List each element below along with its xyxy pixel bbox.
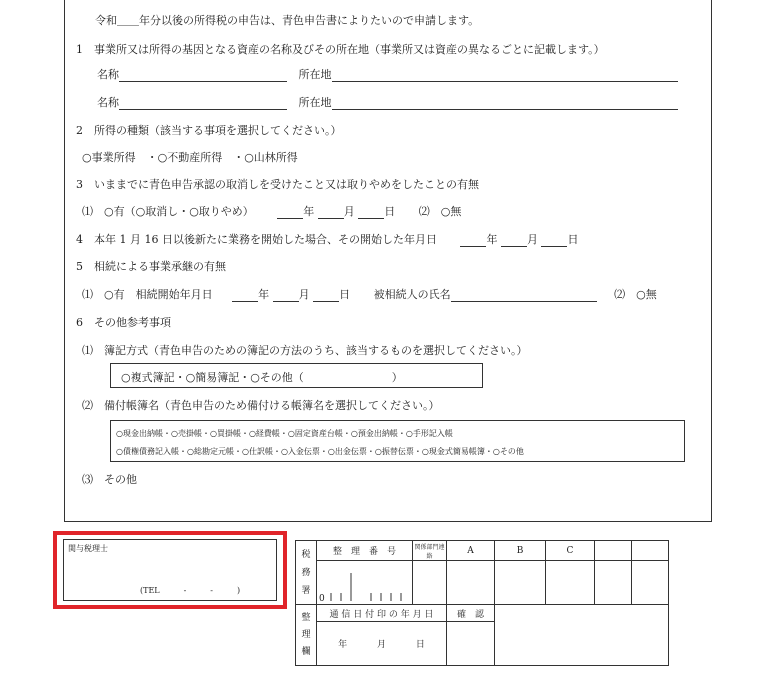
bookkeeping-label: ⑴ 簿記方式（青色申告のための簿記の方法のうち、該当するものを選択してください。）: [82, 344, 528, 357]
name-field-2[interactable]: [119, 97, 287, 110]
start-day-field[interactable]: [541, 234, 567, 247]
ledger-box: [110, 420, 685, 462]
tax-accountant-label: 関与税理士: [68, 544, 108, 553]
income-type-options[interactable]: ○事業所得 ・○不動産所得 ・○山林所得: [82, 151, 298, 164]
b-cell[interactable]: [495, 561, 546, 605]
month-field[interactable]: [318, 206, 344, 219]
kankei-header: 関係部門連 絡: [413, 541, 447, 561]
location-field-2[interactable]: [332, 97, 678, 110]
tel-field[interactable]: (TEL - - ): [140, 586, 241, 595]
location-field-1[interactable]: [332, 69, 678, 82]
date-stamp-cell[interactable]: 年 月 日: [317, 622, 447, 666]
inherit-day-field[interactable]: [313, 289, 339, 302]
seiri-number-cell[interactable]: 0: [317, 561, 413, 605]
year-field[interactable]: [277, 206, 303, 219]
ledger-label: ⑵ 備付帳簿名（青色申告のため備付ける帳簿名を選択してください。）: [82, 399, 440, 412]
seiri-header: 整 理 番 号: [317, 541, 413, 561]
d-cell[interactable]: [595, 561, 632, 605]
office-table: [295, 540, 669, 666]
section4-row: 4 本年 1 月 16 日以後新たに業務を開始した場合、その開始した年月日 年 月 日: [76, 233, 579, 246]
tsushin-header: 通 信 日 付 印 の 年 月 日: [317, 605, 447, 622]
name-row-1: 名称 所在地: [97, 66, 678, 82]
section5-title: 5 相続による事業承継の有無: [76, 260, 226, 273]
ledger-options-2[interactable]: ○債権債務記入帳・○総勘定元帳・○仕訳帳・○入金伝票・○出金伝票・○振替伝票・○現金式簡易帳簿・○その他: [116, 447, 524, 456]
section6-title: 6 その他参考事項: [76, 316, 171, 329]
e-cell[interactable]: [632, 561, 669, 605]
section3-title: 3 いままでに青色申告承認の取消しを受けたこと又は取りやめをしたことの有無: [76, 178, 479, 191]
section2-title: 2 所得の種類（該当する事項を選択してください。）: [76, 124, 342, 137]
inherit-year-field[interactable]: [232, 289, 258, 302]
ledger-options-1[interactable]: ○現金出納帳・○売掛帳・○買掛帳・○経費帳・○固定資産台帳・○預金出納帳・○手形記入帳: [116, 429, 453, 438]
col-e: [632, 541, 669, 561]
tax-accountant-box: [63, 539, 277, 601]
day-field[interactable]: [358, 206, 384, 219]
kankei-cell[interactable]: [413, 561, 447, 605]
seiri-ran-label: 整 理 欄: [296, 605, 317, 666]
bookkeeping-options[interactable]: ○複式簿記・○簡易簿記・○その他（ ）: [121, 371, 403, 384]
zeimusho-label: 税 務 署: [296, 541, 317, 605]
section5-row: ⑴ ○有 相続開始年月日 年 月 日 被相続人の氏名 ⑵ ○無: [82, 288, 657, 301]
name-field-1[interactable]: [119, 69, 287, 82]
name-row-2: 名称 所在地: [97, 94, 678, 110]
start-month-field[interactable]: [501, 234, 527, 247]
section3-row: ⑴ ○有（○取消し・○取りやめ） 年 月 日 ⑵ ○無: [82, 205, 462, 218]
kakunin-blank[interactable]: [495, 605, 669, 666]
intro-text: 令和＿＿年分以後の所得税の申告は、青色申告書によりたいので申請します。: [95, 14, 480, 27]
col-d: [595, 541, 632, 561]
kakunin-cell[interactable]: [447, 622, 495, 666]
other-label: ⑶ その他: [82, 473, 137, 486]
col-a: A: [447, 541, 495, 561]
heir-name-field[interactable]: [451, 289, 597, 302]
a-cell[interactable]: [447, 561, 495, 605]
tick-marks: [325, 571, 405, 601]
section1-title: 1 事業所又は所得の基因となる資産の名称及びその所在地（事業所又は資産の異なるごとに記載します。）: [76, 43, 605, 56]
col-b: B: [495, 541, 546, 561]
c-cell[interactable]: [546, 561, 595, 605]
inherit-month-field[interactable]: [273, 289, 299, 302]
kakunin-header: 確 認: [447, 605, 495, 622]
start-year-field[interactable]: [460, 234, 486, 247]
col-c: C: [546, 541, 595, 561]
bookkeeping-box: [110, 363, 483, 388]
